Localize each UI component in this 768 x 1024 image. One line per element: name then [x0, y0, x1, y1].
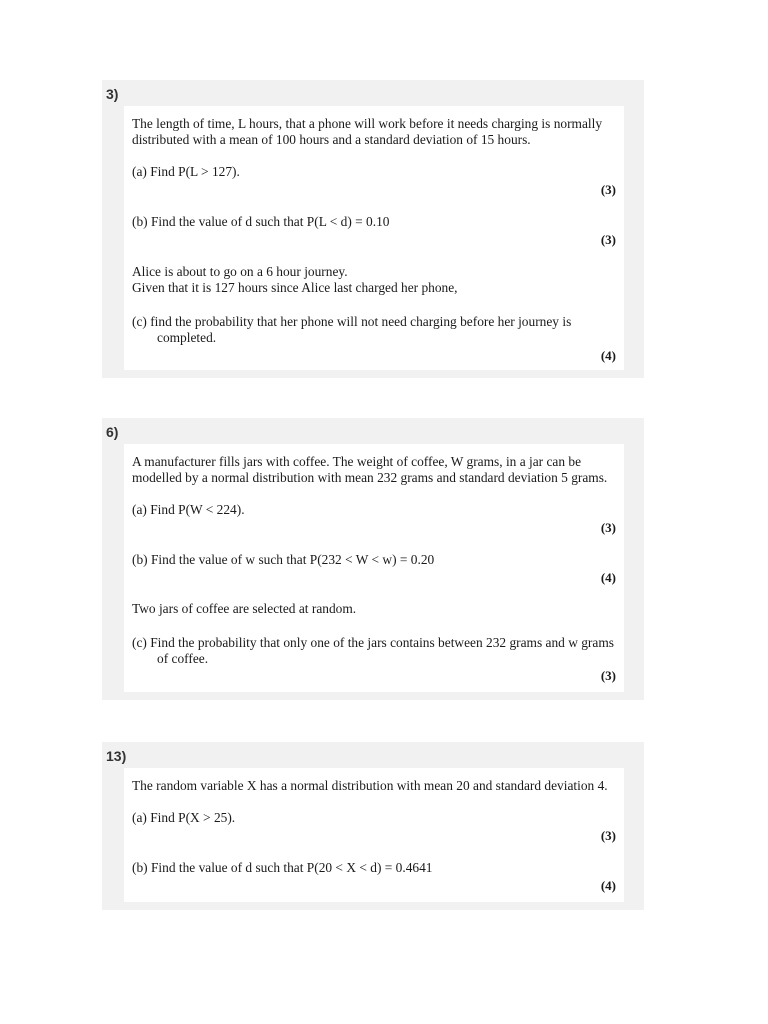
- question-intro-line: A manufacturer fills jars with coffee. The weight of coffee, W grams, in a jar can be: [132, 454, 582, 469]
- part-c-text: of coffee.: [157, 651, 209, 666]
- question-number: 3): [106, 86, 119, 102]
- question-intro-line: modelled by a normal distribution with mean 232 grams and standard deviation 5 grams.: [132, 470, 608, 485]
- part-b-text: (b) Find the value of d such that P(L < d) = 0.10: [132, 214, 390, 229]
- part-c-text: (c) Find the probability that only one of the jars contains between 232 grams and w grams: [132, 635, 614, 650]
- question-intro-line: The length of time, L hours, that a phone will work before it needs charging is normally: [132, 116, 603, 131]
- question-number: 13): [106, 748, 127, 764]
- part-b-text: (b) Find the value of d such that P(20 < X < d) = 0.4641: [132, 860, 433, 875]
- part-c-marks: (3): [600, 668, 616, 683]
- part-b-text: (b) Find the value of w such that P(232 < W < w) = 0.20: [132, 552, 435, 567]
- question-card-13: [102, 742, 644, 910]
- part-b-marks: (4): [600, 878, 616, 893]
- question-number: 6): [106, 424, 119, 440]
- question-body: [124, 768, 624, 902]
- part-a-marks: (3): [600, 520, 616, 535]
- context-line: Two jars of coffee are selected at random.: [132, 601, 357, 616]
- question-body: [124, 444, 624, 692]
- part-a-text: (a) Find P(W < 224).: [132, 502, 245, 517]
- question-intro-line: The random variable X has a normal distribution with mean 20 and standard deviation 4.: [132, 778, 608, 793]
- context-line: Alice is about to go on a 6 hour journey.: [132, 264, 348, 279]
- part-a-marks: (3): [600, 828, 616, 843]
- question-intro-line: distributed with a mean of 100 hours and a standard deviation of 15 hours.: [132, 132, 531, 147]
- part-a-text: (a) Find P(L > 127).: [132, 164, 240, 179]
- part-c-text: (c) find the probability that her phone will not need charging before her journey is: [132, 314, 572, 329]
- question-body: [124, 106, 624, 370]
- question-card-6: [102, 418, 644, 700]
- part-a-marks: (3): [600, 182, 616, 197]
- part-b-marks: (4): [600, 570, 616, 585]
- part-b-marks: (3): [600, 232, 616, 247]
- part-c-marks: (4): [600, 348, 616, 363]
- part-c-text: completed.: [157, 330, 217, 345]
- context-line: Given that it is 127 hours since Alice last charged her phone,: [132, 280, 458, 295]
- part-a-text: (a) Find P(X > 25).: [132, 810, 236, 825]
- question-card-3: [102, 80, 644, 378]
